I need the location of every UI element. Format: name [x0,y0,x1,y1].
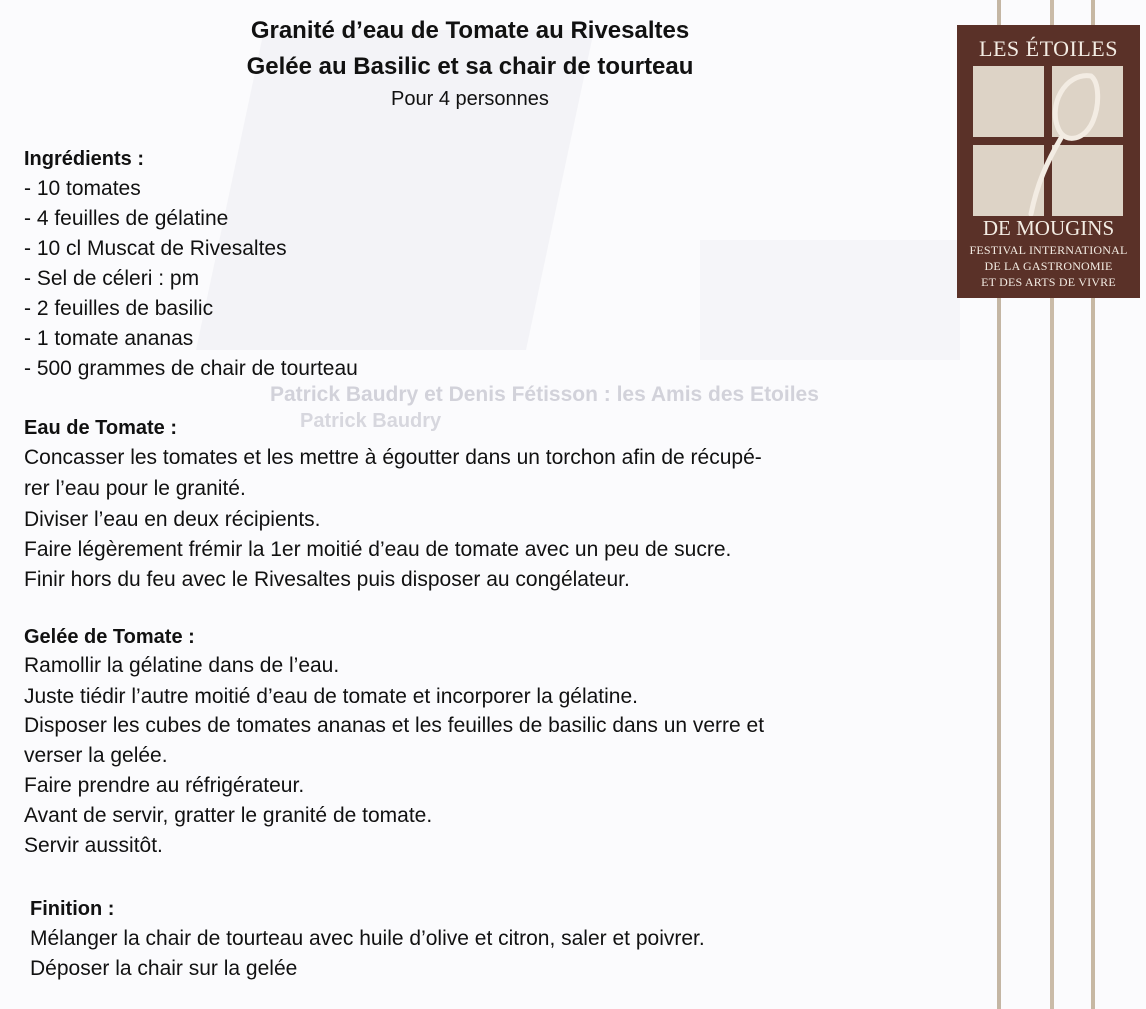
instruction-line: Finir hors du feu avec le Rivesaltes puis disposer au congélateur. [24,568,630,591]
instruction-line: Concasser les tomates et les mettre à égoutter dans un torchon afin de récupé- [24,446,762,469]
ingredients-heading: Ingrédients : [24,148,145,170]
instruction-line: Disposer les cubes de tomates ananas et les feuilles de basilic dans un verre et [24,714,765,737]
instruction-line: verser la gelée. [24,744,168,767]
recipe-title: Granité d’eau de Tomate au Rivesaltes [250,17,690,44]
recipe-subtitle: Gelée au Basilic et sa chair de tourteau [246,53,694,80]
ingredient-item: - Sel de céleri : pm [24,267,200,290]
gelee-heading: Gelée de Tomate : [24,626,195,648]
logo-tagline: FESTIVAL INTERNATIONAL [969,243,1128,257]
eau-heading: Eau de Tomate : [24,417,177,439]
instruction-line: Ramollir la gélatine dans de l’eau. [24,654,340,677]
spoon-icon [973,66,1123,216]
logo-tagline: ET DES ARTS DE VIVRE [981,275,1116,289]
showthrough-title: Patrick Baudry et Denis Fétisson : les Amis des Etoiles [270,383,819,406]
instruction-line: Mélanger la chair de tourteau avec huile d’olive et citron, saler et poivrer. [30,927,705,950]
instruction-line: Déposer la chair sur la gelée [30,957,298,980]
ingredient-item: - 1 tomate ananas [24,327,194,350]
showthrough-blob [700,240,960,360]
logo-middle-text: DE MOUGINS [982,216,1115,240]
finition-heading: Finition : [30,898,115,920]
instruction-line: Faire prendre au réfrigérateur. [24,774,305,797]
showthrough-subtitle: Patrick Baudry [300,410,442,432]
festival-logo [957,25,1140,298]
ingredient-item: - 10 cl Muscat de Rivesaltes [24,237,287,260]
logo-top-text: LES ÉTOILES [979,36,1118,61]
servings: Pour 4 personnes [391,88,549,110]
instruction-line: Juste tiédir l’autre moitié d’eau de tomate et incorporer la gélatine. [24,685,639,708]
ingredient-item: - 500 grammes de chair de tourteau [24,357,358,380]
ingredient-item: - 4 feuilles de gélatine [24,207,229,230]
logo-tagline: DE LA GASTRONOMIE [984,259,1113,273]
instruction-line: Faire légèrement frémir la 1er moitié d’eau de tomate avec un peu de sucre. [24,538,732,561]
instruction-line: Avant de servir, gratter le granité de tomate. [24,804,433,827]
instruction-line: Diviser l’eau en deux récipients. [24,508,321,531]
ingredient-item: - 2 feuilles de basilic [24,297,214,320]
instruction-line: rer l’eau pour le granité. [24,477,246,500]
logo-emblem [973,66,1123,216]
ingredient-item: - 10 tomates [24,177,141,200]
instruction-line: Servir aussitôt. [24,834,163,857]
